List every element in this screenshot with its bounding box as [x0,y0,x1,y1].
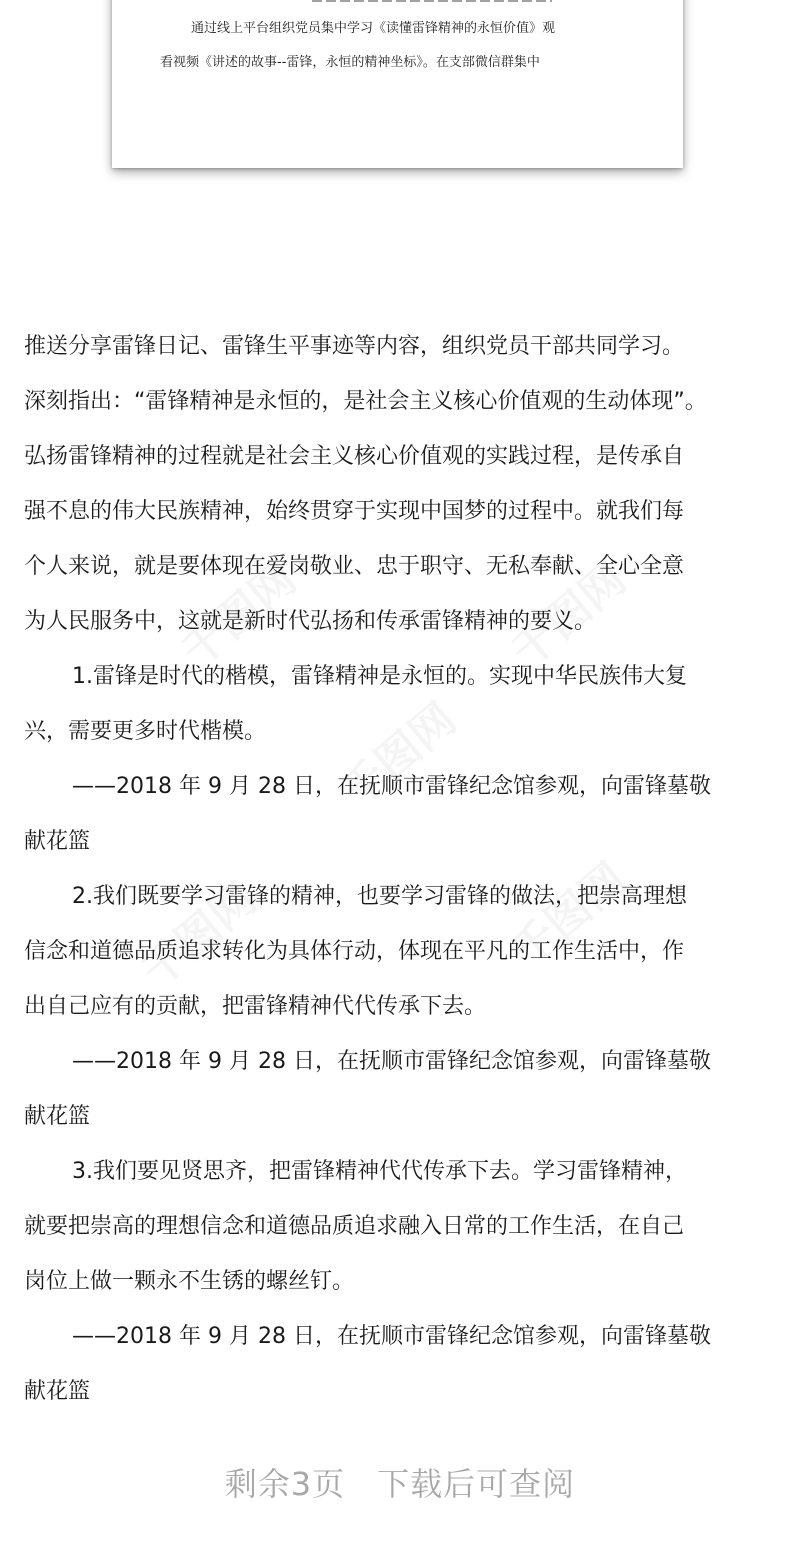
article-line: ——2018 年 9 月 28 日，在抚顺市雷锋纪念馆参观，向雷锋墓敬 [72,1324,711,1349]
card-text-line-2: 看视频《讲述的故事--雷锋，永恒的精神坐标》。在支部微信群集中 [160,55,540,70]
card-text-line-1: 通过线上平台组织党员集中学习《读懂雷锋精神的永恒价值》观 [191,21,556,36]
article-line: 就要把崇高的理想信念和道德品质追求融入日常的工作生活，在自己 [24,1214,685,1239]
article-line: 个人来说，就是要体现在爱岗敬业、忠于职守、无私奉献、全心全意 [24,554,685,579]
article-line: 推送分享雷锋日记、雷锋生平事迹等内容，组织党员干部共同学习。 [24,334,685,359]
card-cropped-text-line [312,0,552,2]
download-to-view-label[interactable]: 下载后可查阅 [377,1465,576,1503]
article-line: 3.我们要见贤思齐，把雷锋精神代代传承下去。学习雷锋精神， [72,1159,687,1184]
article-line: 献花篮 [24,829,91,854]
article-line: 出自己应有的贡献，把雷锋精神代代传承下去。 [24,994,487,1019]
article-line: 献花篮 [24,1104,91,1129]
article-line: 献花篮 [24,1379,91,1404]
article-line: 岗位上做一颗永不生锈的螺丝钉。 [24,1269,355,1294]
download-prompt[interactable] [0,1462,800,1506]
remaining-pages-label: 剩余3页 [224,1465,346,1503]
article-line: 强不息的伟大民族精神，始终贯穿于实现中国梦的过程中。就我们每 [24,499,685,524]
article-line: ——2018 年 9 月 28 日，在抚顺市雷锋纪念馆参观，向雷锋墓敬 [72,1049,711,1074]
article-line: 2.我们既要学习雷锋的精神，也要学习雷锋的做法，把崇高理想 [72,884,687,909]
page-preview-card [112,0,683,168]
article-line: ——2018 年 9 月 28 日，在抚顺市雷锋纪念馆参观，向雷锋墓敬 [72,774,711,799]
article-line: 信念和道德品质追求转化为具体行动，体现在平凡的工作生活中，作 [24,939,685,964]
article-line: 深刻指出：“雷锋精神是永恒的，是社会主义核心价值观的生动体现”。 [24,389,707,414]
article-line: 1.雷锋是时代的楷模，雷锋精神是永恒的。实现中华民族伟大复 [72,664,687,689]
article-line: 弘扬雷锋精神的过程就是社会主义核心价值观的实践过程，是传承自 [24,444,685,469]
article-line: 兴，需要更多时代楷模。 [24,719,267,744]
article-line: 为人民服务中，这就是新时代弘扬和传承雷锋精神的要义。 [24,609,597,634]
